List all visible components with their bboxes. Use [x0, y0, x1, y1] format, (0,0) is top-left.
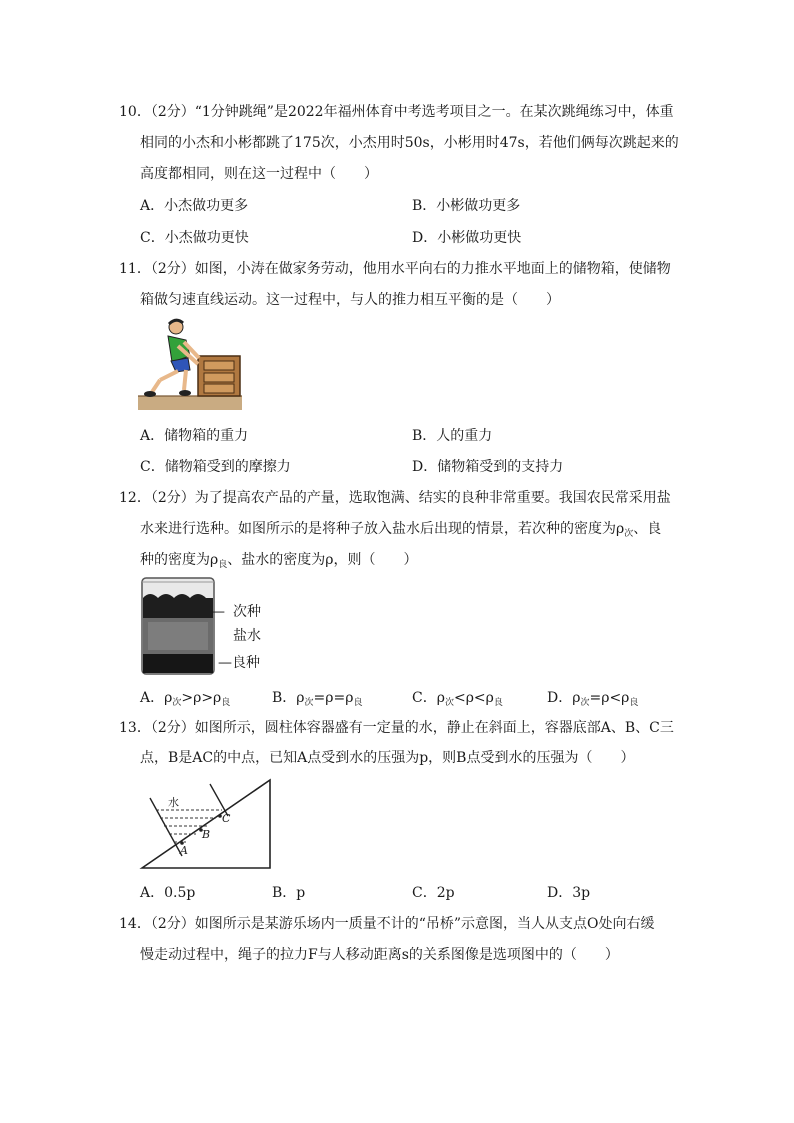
q12-option-d[interactable]	[547, 688, 638, 713]
q13-option-c[interactable]: C．2p	[412, 885, 455, 901]
q13-option-b[interactable]: B．p	[272, 885, 306, 901]
q10-line-1: 10．（2分）“1分钟跳绳”是2022年福州体育中考选考项目之一。在某次跳绳练习中，体重	[119, 104, 674, 120]
q11-option-d[interactable]: D．储物箱受到的支持力	[412, 459, 564, 475]
q12-option-c[interactable]	[412, 688, 503, 713]
q12-b-2: 次	[304, 698, 314, 708]
beaker-seeds-figure	[138, 574, 230, 676]
q11-option-b[interactable]: B．人的重力	[412, 428, 493, 444]
q12-a-1: A．ρ	[140, 690, 173, 706]
q11-option-a[interactable]: A．储物箱的重力	[140, 428, 249, 444]
person-pushing-box-figure	[138, 318, 244, 412]
q12-a-3: >ρ>ρ	[181, 690, 222, 706]
q14-line-2: 慢走动过程中，绳子的拉力F与人移动距离s的关系图像是选项图中的（ ）	[140, 947, 619, 963]
q11-line-1: 11．（2分）如图，小涛在做家务劳动，他用水平向右的力推水平地面上的储物箱，使储物	[119, 261, 671, 277]
q12-sub-liang: 良	[218, 560, 228, 570]
q10-option-c[interactable]: C．小杰做功更快	[140, 230, 249, 246]
q13-label-b: B	[202, 828, 211, 841]
q12-option-a[interactable]	[140, 688, 230, 713]
q13-line-1: 13．（2分）如图所示，圆柱体容器盛有一定量的水，静止在斜面上，容器底部A、B、C三	[119, 720, 674, 736]
q12-line-1: 12．（2分）为了提高农产品的产量，选取饱满、结实的良种非常重要。我国农民常采用盐	[119, 490, 671, 506]
q12-line-2-end: 、良	[633, 521, 662, 537]
q12-b-1: B．ρ	[272, 690, 305, 706]
q10-line-3: 高度都相同，则在这一过程中（ ）	[140, 166, 378, 182]
q13-label-a: A	[180, 844, 188, 857]
q12-sub-ci: 次	[624, 529, 634, 539]
q13-option-d[interactable]: D．3p	[547, 885, 591, 901]
q12-b-4: 良	[353, 698, 363, 708]
q12-a-4: 良	[221, 698, 231, 708]
q12-line-3-text: 种的密度为ρ	[140, 552, 219, 568]
q12-c-2: 次	[444, 698, 454, 708]
q12-label-ci-line: —	[211, 604, 225, 620]
q10-option-a[interactable]: A．小杰做功更多	[140, 198, 249, 214]
q12-label-liang: 良种	[232, 655, 260, 671]
q12-option-b[interactable]	[272, 688, 362, 713]
q12-c-1: C．ρ	[412, 690, 445, 706]
q12-line-3-end: 、盐水的密度为ρ，则（ ）	[227, 552, 418, 568]
q12-line-2-text: 水来进行选种。如图所示的是将种子放入盐水后出现的情景，若次种的密度为ρ	[140, 521, 625, 537]
q12-b-3: =ρ=ρ	[313, 690, 354, 706]
q12-d-3: =ρ<ρ	[589, 690, 630, 706]
q10-option-b[interactable]: B．小彬做功更多	[412, 198, 521, 214]
q12-d-2: 次	[580, 698, 590, 708]
q12-label-ci: 次种	[233, 604, 261, 620]
q13-line-2: 点，B是AC的中点，已知A点受到水的压强为p，则B点受到水的压强为（ ）	[140, 750, 635, 766]
q11-option-c[interactable]: C．储物箱受到的摩擦力	[140, 459, 291, 475]
q12-d-4: 良	[629, 698, 639, 708]
q12-label-salt: 盐水	[233, 628, 261, 644]
q12-c-4: 良	[493, 698, 503, 708]
q12-d-1: D．ρ	[547, 690, 581, 706]
q12-label-liang-line: —	[218, 655, 232, 671]
q12-line-2	[140, 519, 661, 544]
q14-line-1: 14．（2分）如图所示是某游乐场内一质量不计的“吊桥”示意图，当人从支点O处向右缓	[119, 916, 655, 932]
incline-container-figure	[138, 776, 274, 872]
q12-line-3	[140, 550, 417, 575]
q10-option-d[interactable]: D．小彬做功更快	[412, 230, 522, 246]
q12-c-3: <ρ<ρ	[453, 690, 494, 706]
q12-a-2: 次	[172, 698, 182, 708]
q13-label-c: C	[222, 812, 231, 825]
q10-line-2: 相同的小杰和小彬都跳了175次，小杰用时50s，小彬用时47s，若他们俩每次跳起来的	[140, 135, 679, 151]
q11-line-2: 箱做匀速直线运动。这一过程中，与人的推力相互平衡的是（ ）	[140, 292, 560, 308]
q13-option-a[interactable]: A．0.5p	[140, 885, 196, 901]
q13-label-water: 水	[168, 796, 179, 809]
